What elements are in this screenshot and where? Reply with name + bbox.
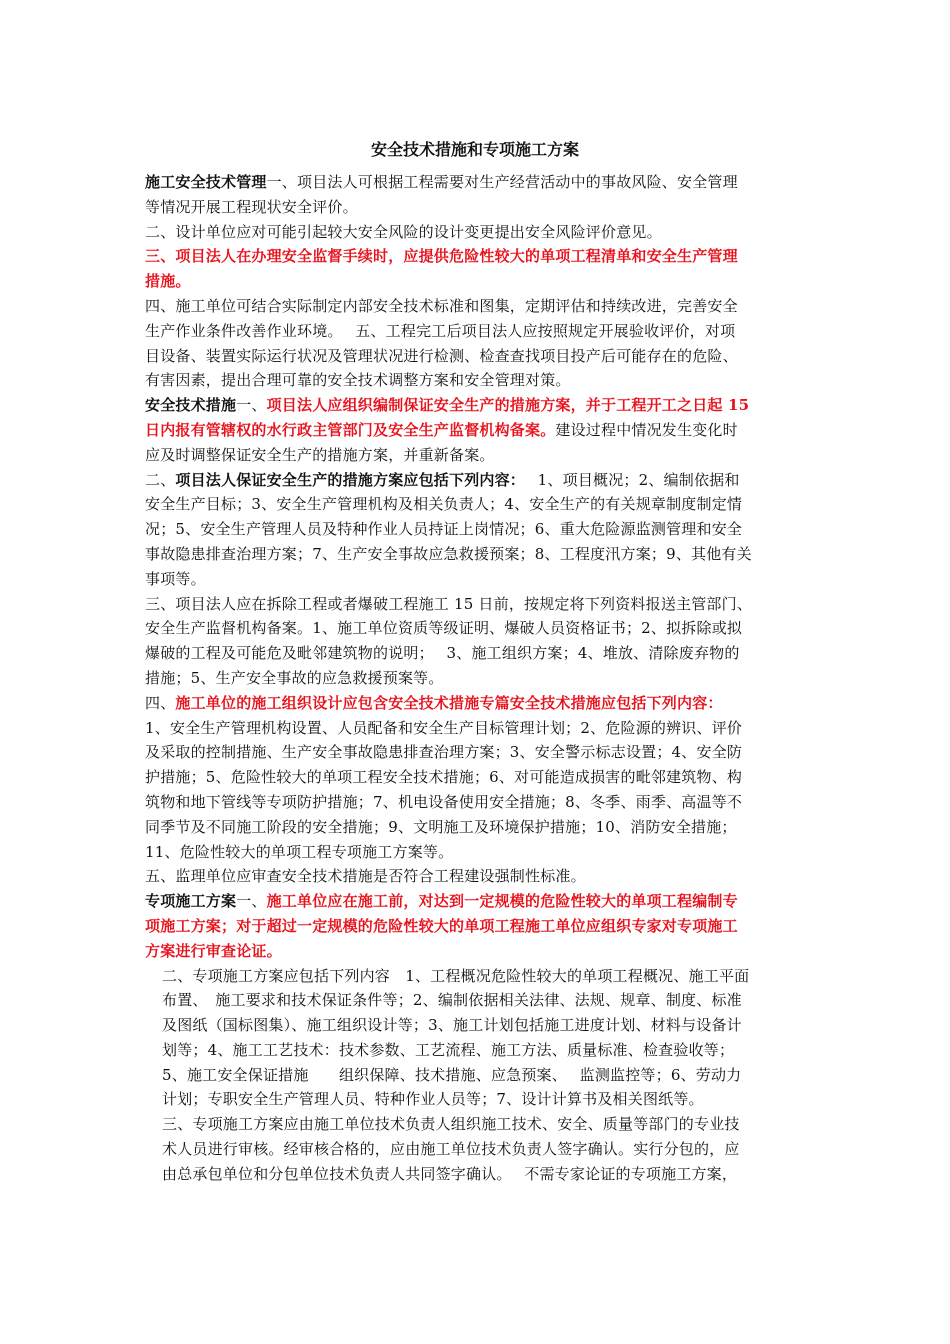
- text-line: [145, 319, 810, 344]
- text-line: [145, 592, 810, 617]
- body-text: 1、安全生产管理机构设置、人员配备和安全生产目标管理计划；2、危险源的辨识、评价: [145, 718, 743, 737]
- text-line: [145, 988, 810, 1013]
- section-heading-text: 项目法人保证安全生产的措施方案应包括下列内容：: [175, 470, 518, 489]
- body-text: 筑物和地下管线等专项防护措施；7、机电设备使用安全措施；8、冬季、雨季、高温等不: [145, 792, 743, 811]
- text-line: [145, 344, 810, 369]
- body-text: 应及时调整保证安全生产的措施方案，并重新备案。: [145, 445, 495, 464]
- text-line: [145, 492, 810, 517]
- body-text: 一、: [236, 396, 267, 415]
- highlighted-text: 方案进行审查论证。: [145, 941, 282, 960]
- text-line: [145, 517, 810, 542]
- body-text: 四、施工单位可结合实际制定内部安全技术标准和图集，定期评估和持续改进，完善安全: [145, 296, 738, 315]
- body-text: 措施；5、生产安全事故的应急救援预案等。: [145, 668, 444, 687]
- body-text: 安全生产目标；3、安全生产管理机构及相关负责人；4、安全生产的有关规章制度制定情: [145, 495, 743, 514]
- body-text: 三、项目法人应在拆除工程或者爆破工程施工 15 日前，按规定将下列资料报送主管部门、: [145, 594, 753, 613]
- body-text: 布置、 施工要求和技术保证条件等；2、编制依据相关法律、法规、规章、制度、标准: [162, 991, 742, 1010]
- body-text: 计划；专职安全生产管理人员、特种作业人员等；7、设计计算书及相关图纸等。: [162, 1090, 704, 1109]
- text-line: [145, 616, 810, 641]
- highlighted-text: 施工单位的施工组织设计应包含安全技术措施专篇安全技术措施应包括下列内容：: [175, 693, 723, 712]
- highlighted-text: 施工单位应在施工前，对达到一定规模的危险性较大的单项工程编制专: [266, 892, 738, 911]
- body-text: 三、专项施工方案应由施工单位技术负责人组织施工技术、安全、质量等部门的专业技: [162, 1115, 740, 1134]
- text-line: [145, 740, 810, 765]
- text-line: [145, 641, 810, 666]
- text-line: [145, 691, 810, 716]
- text-line: [145, 939, 810, 964]
- text-line: [145, 1162, 810, 1187]
- body-text: 二、: [145, 470, 176, 489]
- body-text: 况；5、安全生产管理人员及特种作业人员持证上岗情况；6、重大危险源监测管理和安全: [145, 520, 743, 539]
- body-text: 同季节及不同施工阶段的安全措施；9、文明施工及环境保护措施；10、消防安全措施；: [145, 817, 737, 836]
- text-line: [145, 567, 810, 592]
- section-heading-text: 施工安全技术管理: [145, 173, 267, 191]
- body-text: 划等；4、施工工艺技术：技术参数、工艺流程、施工方法、质量标准、检查验收等；: [162, 1040, 735, 1059]
- text-line: [145, 244, 810, 269]
- body-text: 5、施工安全保证措施 组织保障、技术措施、应急预案、 监测监控等；6、劳动力: [162, 1065, 742, 1084]
- highlighted-text: 三、项目法人在办理安全监督手续时，应提供危险性较大的单项工程清单和安全生产管理: [145, 247, 738, 266]
- text-line: [145, 914, 810, 939]
- text-line: [145, 964, 810, 989]
- text-line: [145, 1063, 810, 1088]
- text-line: [145, 716, 810, 741]
- text-line: [145, 542, 810, 567]
- body-text: 爆破的工程及可能危及毗邻建筑物的说明； 3、施工组织方案；4、堆放、清除废弃物的: [145, 644, 740, 663]
- text-line: [145, 840, 810, 865]
- highlighted-text: 项施工方案；对于超过一定规模的危险性较大的单项工程施工单位应组织专家对专项施工: [145, 916, 738, 935]
- section-heading-text: 安全技术措施: [145, 396, 237, 415]
- text-line: [145, 666, 810, 691]
- document-title: 安全技术措施和专项施工方案: [370, 140, 579, 159]
- text-line: [145, 418, 810, 443]
- body-text: 五、监理单位应审查安全技术措施是否符合工程建设强制性标准。: [145, 867, 586, 886]
- highlighted-text: 项目法人应组织编制保证安全生产的措施方案，并于工程开工之日起 15: [266, 396, 750, 415]
- text-line: [145, 269, 810, 294]
- highlighted-text: 日内报有管辖权的水行政主管部门及安全生产监督机构备案。: [145, 420, 556, 439]
- text-line: [145, 393, 810, 418]
- text-line: [145, 765, 810, 790]
- body-text: 生产作业条件改善作业环境。 五、工程完工后项目法人应按照规定开展验收评价，对项: [145, 321, 736, 340]
- text-line: [145, 220, 810, 245]
- text-line: [145, 1137, 810, 1162]
- body-text: 建设过程中情况发生变化时: [555, 420, 738, 439]
- body-text: 及采取的控制措施、生产安全事故隐患排查治理方案；3、安全警示标志设置；4、安全防: [145, 743, 743, 762]
- body-text: 及图纸（国标图集）、施工组织设计等；3、施工计划包括施工进度计划、材料与设备计: [162, 1016, 742, 1035]
- body-text: 二、设计单位应对可能引起较大安全风险的设计变更提出安全风险评价意见。: [145, 222, 662, 241]
- text-line: [145, 468, 810, 493]
- body-text: 事故隐患排查治理方案；7、生产安全事故应急救援预案；8、工程度汛方案；9、其他有关: [145, 544, 752, 563]
- body-text: 四、: [145, 693, 176, 712]
- body-text: 一、项目法人可根据工程需要对生产经营活动中的事故风险、安全管理: [266, 173, 738, 191]
- text-line: [145, 864, 810, 889]
- body-text: 术人员进行审核。经审核合格的，应由施工单位技术负责人签字确认。实行分包的，应: [162, 1140, 740, 1159]
- text-line: [145, 368, 810, 393]
- body-text: 安全生产监督机构备案。1、施工单位资质等级证明、爆破人员资格证书；2、拟拆除或拟: [145, 619, 743, 638]
- text-line: [145, 294, 810, 319]
- text-line: [145, 815, 810, 840]
- body-text: 1、项目概况；2、编制依据和: [517, 470, 740, 489]
- text-line: [145, 1087, 810, 1112]
- text-line: [145, 1112, 810, 1137]
- section-heading-text: 专项施工方案: [145, 892, 237, 911]
- document-body: [145, 170, 810, 1187]
- body-text: 11、危险性较大的单项工程专项施工方案等。: [145, 842, 454, 861]
- body-text: 有害因素，提出合理可靠的安全技术调整方案和安全管理对策。: [145, 371, 571, 390]
- body-text: 等情况开展工程现状安全评价。: [145, 197, 358, 216]
- text-line: [145, 1013, 810, 1038]
- body-text: 事项等。: [145, 569, 206, 588]
- text-line: [145, 195, 810, 220]
- body-text: 二、专项施工方案应包括下列内容 1、工程概况危险性较大的单项工程概况、施工平面: [162, 966, 750, 985]
- text-line: [145, 170, 810, 195]
- body-text: 护措施；5、危险性较大的单项工程安全技术措施；6、对可能造成损害的毗邻建筑物、构: [145, 768, 743, 787]
- body-text: 目设备、装置实际运行状况及管理状况进行检测、检查查找项目投产后可能存在的危险、: [145, 346, 738, 365]
- text-line: [145, 443, 810, 468]
- body-text: 由总承包单位和分包单位技术负责人共同签字确认。 不需专家论证的专项施工方案，: [162, 1164, 738, 1183]
- highlighted-text: 措施。: [145, 272, 191, 291]
- text-line: [145, 1038, 810, 1063]
- text-line: [145, 790, 810, 815]
- text-line: [145, 889, 810, 914]
- body-text: 一、: [236, 892, 267, 911]
